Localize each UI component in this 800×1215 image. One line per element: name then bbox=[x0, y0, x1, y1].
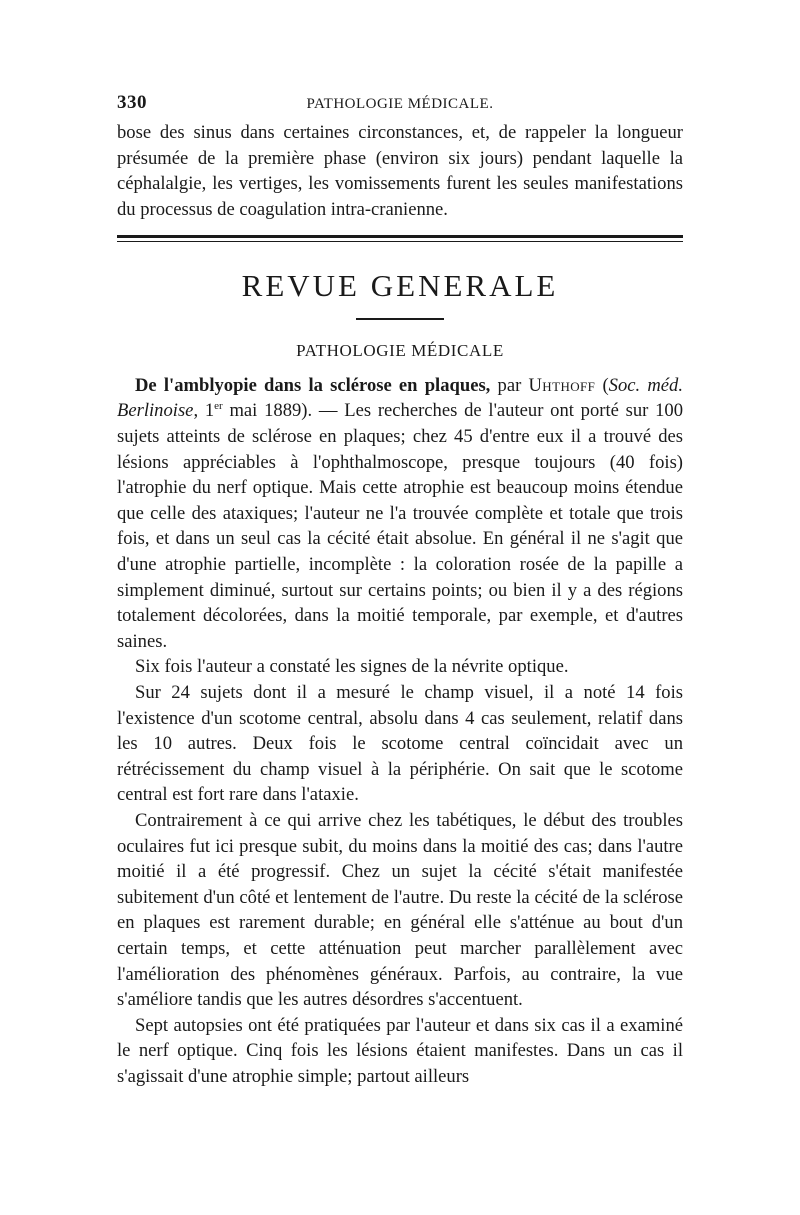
article-lead-text: — Les recherches de l'auteur ont porté sur 100 sujets atteints de sclérose en plaques; chez 45 d'entre eux il a trouvé des lésions appréciables à l'ophthalmoscope, presque toujours (40 fois) l'atrophie du nerf optique. Mais cette atrophie est beaucoup moins étendue que celle des ataxiques; l'auteur ne l'a trouvée complète et totale que trois fois, et dans un seul cas la cécité était absolue. En général il ne s'agit que d'une atrophie partielle, incomplète : la coloration rosée de la papille a simplement diminué, surtout sur certains points; ou bien il y a des régions totalement décolorées, dans la moitié temporale, par exemple, et d'autres saines. bbox=[117, 400, 684, 652]
article-title: De l'amblyopie dans la sclérose en plaques, bbox=[135, 374, 491, 396]
article-date-sup: er bbox=[214, 400, 223, 413]
body-paragraph: Sur 24 sujets dont il a mesuré le champ visuel, il a noté 14 fois l'existence d'un scotome central, absolu dans 4 cas seulement, relatif dans les 10 autres. Deux fois le scotome central coïncidait avec un rétrécissement du champ visuel à la périphérie. On sait que le scotome central est fort rare dans l'ataxie. bbox=[117, 682, 683, 806]
article-source: Soc. méd. Berlinoise bbox=[117, 374, 683, 422]
article-date-day: 1 bbox=[204, 400, 215, 422]
body-paragraph: Six fois l'auteur a constaté les signes de la névrite optique. bbox=[135, 656, 569, 678]
page-number: 330 bbox=[117, 92, 147, 113]
subsection-title: PATHOLOGIE MÉDICALE bbox=[296, 340, 504, 360]
book-page bbox=[117, 92, 683, 1090]
running-title: PATHOLOGIE MÉDICALE. bbox=[306, 96, 494, 112]
intro-paragraph: bose des sinus dans certaines circonstances, et, de rappeler la longueur présumée de la première phase (environ six jours) pendant laquelle la céphalalgie, les vertiges, les vomissements furent les seules manifestations du processus de coagulation intra-cranienne. bbox=[117, 122, 683, 220]
article-author: Uhthoff bbox=[528, 374, 596, 396]
article-date-rest: mai 1889). bbox=[222, 400, 313, 422]
divider-thin-rule bbox=[117, 241, 683, 242]
article-source-open: ( bbox=[595, 374, 609, 396]
section-divider bbox=[117, 235, 683, 242]
running-head bbox=[117, 92, 683, 120]
article-lead bbox=[117, 373, 683, 655]
section-title: REVUE GENERALE bbox=[241, 268, 559, 304]
article-by: par bbox=[490, 374, 529, 396]
article-lead-paragraph bbox=[117, 373, 683, 655]
divider-thick-rule bbox=[117, 235, 683, 238]
title-underline-rule bbox=[356, 318, 444, 320]
article-source-close: , bbox=[193, 400, 205, 422]
body-paragraph: Contrairement à ce qui arrive chez les tabétiques, le début des troubles oculaires fut ici presque subit, du moins dans la moitié des cas; dans l'autre moitié il a été progressif. Chez un sujet la cécité s'était manifestée subitement d'un côté et lentement de l'autre. Du reste la cécité de la sclérose en plaques est rarement durable; en général elle s'atténue au bout d'un certain temps, et cette atténuation peut marcher parallèlement avec l'amélioration des phénomènes généraux. Parfois, au contraire, la vue s'améliore tandis que les autres désordres s'accentuent. bbox=[117, 809, 683, 1011]
body-paragraph: Sept autopsies ont été pratiquées par l'auteur et dans six cas il a examiné le nerf optique. Cinq fois les lésions étaient manifestes. Dans un cas il s'agissait d'une atrophie simple; partout ailleurs bbox=[117, 1014, 683, 1087]
